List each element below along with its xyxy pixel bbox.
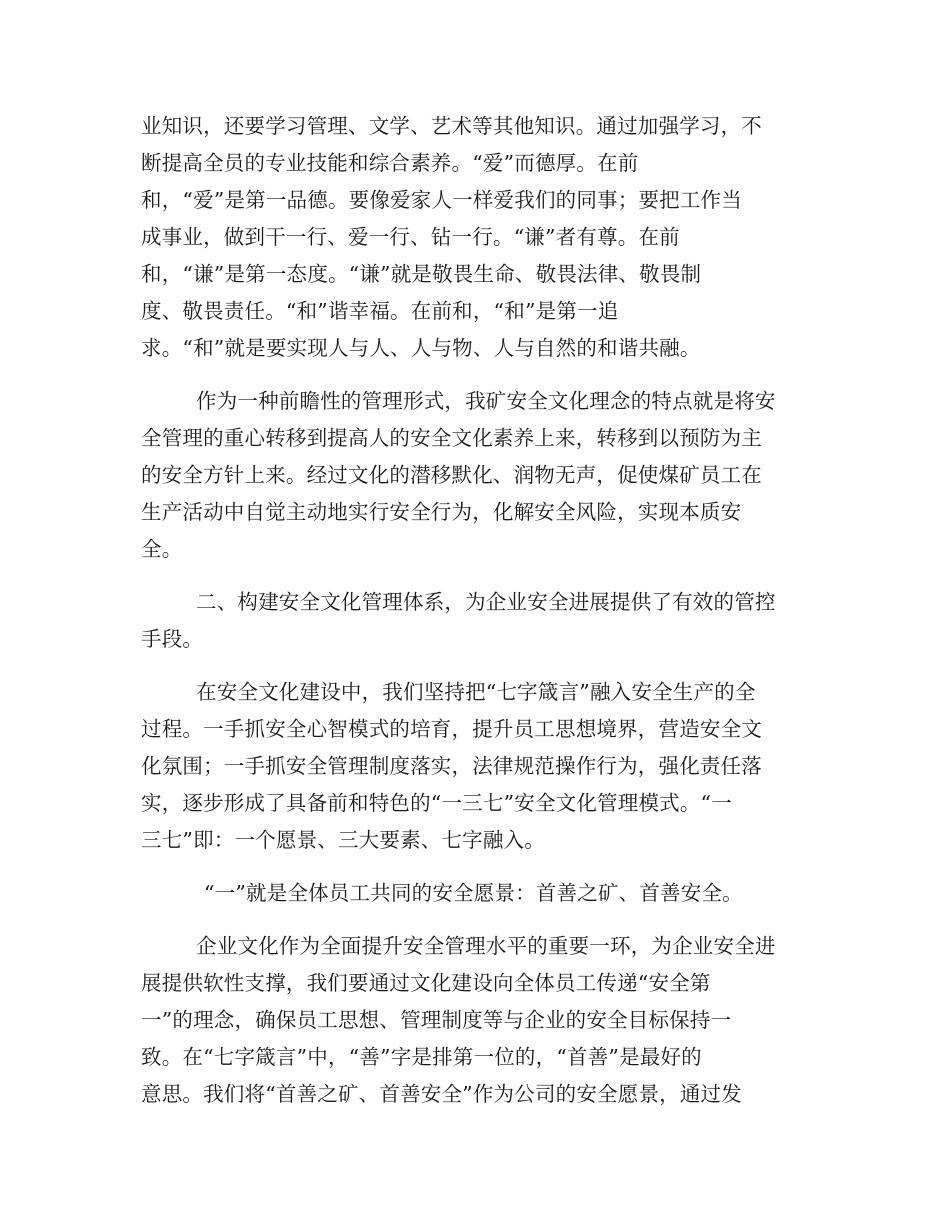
section-heading-line: 二、构建安全文化管理体系，为企业安全进展提供了有效的管控 [196, 590, 776, 614]
body-text-line: 业知识，还要学习管理、文学、艺术等其他知识。通过加强学习，不 [141, 114, 762, 138]
body-text-line: 过程。一手抓安全心智模式的培育，提升员工思想境界，营造安全文 [141, 717, 762, 741]
body-text-line: 展提供软性支撑，我们要通过文化建设向全体员工传递“安全第 [141, 971, 711, 995]
body-text-line: 度、敬畏责任。“和”谐幸福。在前和，“和”是第一追 [141, 299, 619, 323]
paragraph-first-line: 企业文化作为全面提升安全管理水平的重要一环，为企业安全进 [196, 934, 776, 958]
body-text-line: 化氛围；一手抓安全管理制度落实，法律规范操作行为，强化责任落 [141, 754, 762, 778]
body-text-line: 和，“爱”是第一品德。要像爱家人一样爱我们的同事；要把工作当 [141, 188, 742, 212]
body-text-line: 成事业，做到干一行、爱一行、钻一行。“谦”者有尊。在前 [141, 225, 680, 249]
body-text-line: 全管理的重心转移到提高人的安全文化素养上来，转移到以预防为主 [141, 426, 762, 450]
body-text-line: 断提高全员的专业技能和综合素养。“爱”而德厚。在前 [141, 151, 639, 175]
body-text-line: 实，逐步形成了具备前和特色的“一三七”安全文化管理模式。“一 [141, 791, 732, 815]
body-text-line: 和，“谦”是第一态度。“谦”就是敬畏生命、敬畏法律、敬畏制 [141, 262, 702, 286]
body-text-line: 意思。我们将“首善之矿、首善安全”作为公司的安全愿景，通过发 [141, 1082, 742, 1106]
body-text-line: 的安全方针上来。经过文化的潜移默化、润物无声，促使煤矿员工在 [141, 463, 762, 487]
body-text-line: 全。 [141, 537, 183, 561]
body-text-line: 三七”即：一个愿景、三大要素、七字融入。 [141, 828, 545, 852]
vision-statement-line: “一”就是全体员工共同的安全愿景：首善之矿、首善安全。 [204, 881, 743, 905]
section-heading-line: 手段。 [141, 627, 204, 651]
paragraph-first-line: 在安全文化建设中，我们坚持把“七字箴言”融入安全生产的全 [196, 680, 756, 704]
body-text-line: 致。在“七字箴言”中，“善”字是排第一位的，“首善”是最好的 [141, 1045, 702, 1069]
body-text-line: 生产活动中自觉主动地实行安全行为，化解安全风险，实现本质安 [141, 500, 742, 524]
body-text-line: 求。“和”就是要实现人与人、人与物、人与自然的和谐共融。 [141, 336, 701, 360]
paragraph-first-line: 作为一种前瞻性的管理形式，我矿安全文化理念的特点就是将安 [196, 389, 776, 413]
body-text-line: 一”的理念，确保员工思想、管理制度等与企业的安全目标保持一 [141, 1008, 732, 1032]
